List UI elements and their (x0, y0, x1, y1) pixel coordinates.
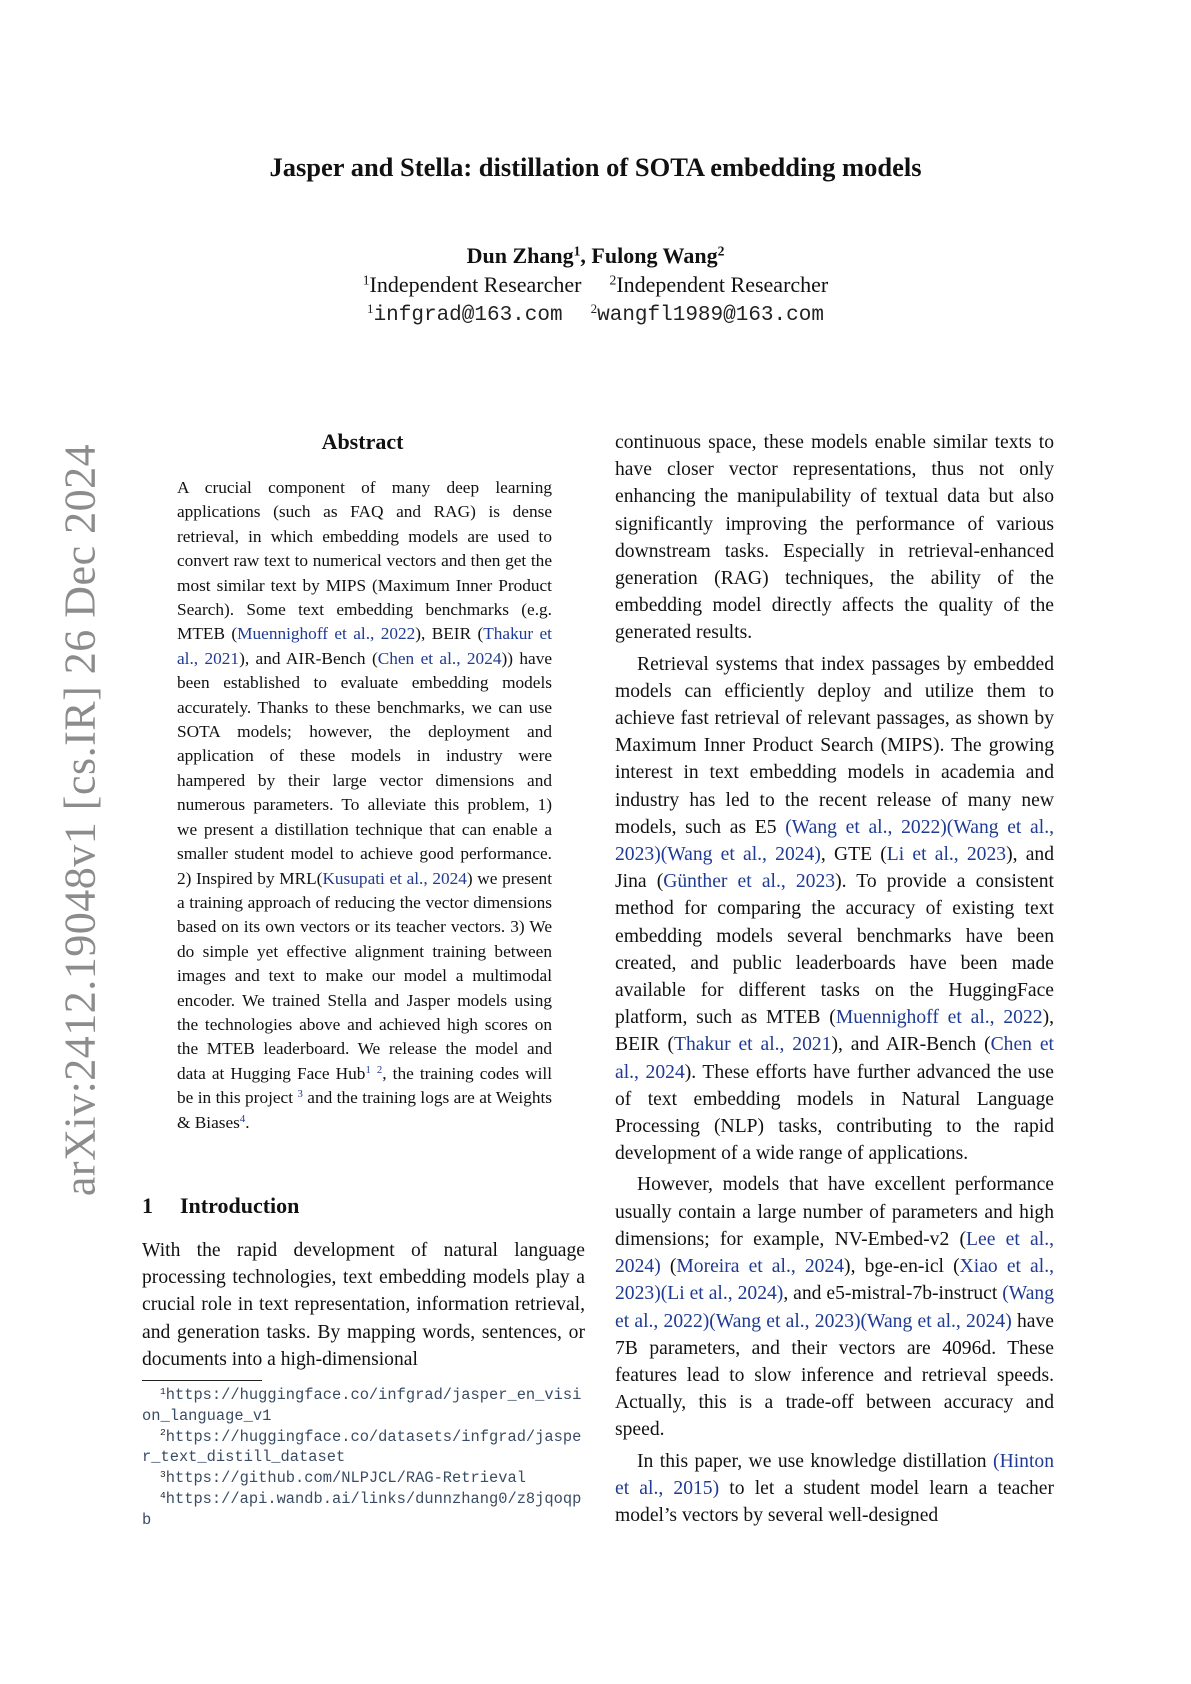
intro-paragraph: With the rapid development of natural language processing technologies, text embedding models play a crucial role in text representation, information retrieval, and generation tasks. By mapping words, sentences, or documents into a high-dimensional (142, 1240, 585, 1370)
body-text-run: ( (660, 1256, 677, 1278)
citation-link[interactable]: (Wang et al., 2022)(Wang et al., 2023)(Wang et al., 2024) (615, 1283, 1054, 1332)
footnote-mark: 1 (160, 1385, 166, 1397)
footnote-link[interactable]: 1 (365, 1063, 371, 1076)
footnotes (142, 1385, 585, 1531)
footnote (142, 1489, 585, 1531)
footnote-url-link[interactable]: https://huggingface.co/infgrad/jasper_en_vision_language_v1 (142, 1386, 582, 1425)
body-text-run: ), and AIR-Bench ( (831, 1034, 991, 1056)
affiliation-mark: 1 (362, 272, 370, 288)
abstract-text-run: and the training logs are at Weights & Biases (177, 1088, 552, 1132)
footnote (142, 1468, 585, 1489)
body-text-run: , GTE ( (820, 844, 887, 866)
abstract-text-run: ), BEIR ( (415, 624, 484, 644)
citation-link[interactable]: Günther et al., 2023 (663, 871, 836, 893)
author-name: Fulong Wang (591, 243, 718, 268)
email-mark: 1 (367, 300, 374, 316)
affiliation-text: Independent Researcher (616, 272, 829, 297)
citation-link[interactable]: Chen et al., 2024 (377, 648, 502, 668)
body-paragraph: continuous space, these models enable similar texts to have closer vector representations, thus not only enhancing the manipulability of textual data but also significantly improving the performance of various downstream tasks. Especially in retrieval-enhanced generation (RAG) techniques, the ability of the embedding model directly affects the quality of the generated results. (615, 432, 1054, 644)
section-number: 1 (142, 1193, 153, 1218)
affiliation-list (0, 272, 1191, 298)
body-text-run: ), and Jina ( (615, 844, 1054, 893)
body-text-run: However, models that have excellent performance usually contain a large number of parameters and high dimensions; for example, NV-Embed-v2 ( (615, 1174, 1054, 1250)
affiliation-mark: 2 (609, 272, 617, 288)
abstract-text-run: , the training codes will be in this project (177, 1063, 553, 1108)
author-list (0, 243, 1191, 269)
footnote-url-link[interactable]: https://api.wandb.ai/links/dunnzhang0/z8jqoqpb (142, 1489, 582, 1529)
body-text-run: ), bge-en-icl ( (844, 1256, 960, 1278)
footnote-url-link[interactable]: https://github.com/NLPJCL/RAG-Retrieval (165, 1469, 526, 1488)
body-text-run: , and e5-mistral-7b-instruct (783, 1283, 1003, 1305)
citation-link[interactable]: Muennighoff et al., 2022 (237, 624, 416, 644)
affiliation-mark: 1 (573, 243, 581, 259)
author-name: Dun Zhang (466, 243, 574, 268)
affiliation-text: Independent Researcher (369, 272, 582, 297)
email-address[interactable]: wangfl1989@163.com (597, 304, 824, 327)
right-column (615, 429, 1054, 1533)
abstract-text-run: . (245, 1112, 250, 1132)
arxiv-identifier-stamp: arXiv:2412.19048v1 [cs.IR] 26 Dec 2024 (55, 443, 105, 1197)
section-title: Introduction (180, 1193, 300, 1218)
body-paragraph (615, 1448, 1054, 1530)
body-text-run: Retrieval systems that index passages by embedded models can efficiently deploy and utilize them to achieve fast retrieval of relevant passages, as shown by Maximum Inner Product Search (MIPS). The growing interest in text embedding models in academia and industry has led to the recent release of many new models, such as E5 (615, 653, 1054, 838)
citation-link[interactable]: Thakur et al., 2021 (177, 624, 552, 668)
body-paragraph (615, 651, 1054, 1168)
citation-link[interactable]: Kusupati et al., 2024 (322, 868, 467, 888)
author-separator: , (580, 243, 592, 268)
body-text-run: have 7B parameters, and their vectors are 4096d. These features lead to slow inference and retrieval speeds. Actually, this is a trade-off between accuracy and speed. (615, 1310, 1054, 1441)
abstract-text (177, 476, 552, 1135)
body-paragraph (615, 1171, 1054, 1443)
footnote-link[interactable]: 3 (297, 1088, 303, 1101)
footnote-mark: 3 (160, 1468, 166, 1480)
footnote-link[interactable]: 2 (376, 1063, 383, 1076)
citation-link[interactable]: Li et al., 2023 (886, 844, 1007, 866)
body-text-run: ). To provide a consistent method for comparing the accuracy of existing text embedding models several benchmarks have been created, and public leaderboards have been made available for different tasks on the HuggingFace platform, such as MTEB ( (615, 871, 1054, 1029)
citation-link[interactable]: Chen et al., 2024 (615, 1034, 1054, 1083)
abstract-text-run: A crucial component of many deep learning applications (such as FAQ and RAG) is dense retrieval, in which embedding models are used to convert raw text to numerical vectors and then get the most similar text by MIPS (Maximum Inner Product Search). Some text embedding benchmarks (e.g. MTEB ( (177, 478, 552, 644)
abstract-heading: Abstract (321, 429, 404, 454)
citation-link[interactable]: Lee et al., 2024) (615, 1228, 1054, 1278)
email-list (0, 301, 1191, 327)
paper-title: Jasper and Stella: distillation of SOTA embedding models (269, 152, 922, 182)
citation-link[interactable]: Xiao et al., 2023)(Li et al., 2024) (615, 1256, 1054, 1305)
footnote-link[interactable]: 4 (239, 1112, 246, 1125)
body-text-run: to let a student model learn a teacher model’s vectors by several well-designed (615, 1477, 1054, 1526)
affiliation-mark: 2 (717, 243, 725, 259)
footnote (142, 1427, 585, 1469)
abstract-text-run: ) we present a training approach of reducing the vector dimensions based on its own vectors or its teacher vectors. 3) We do simple yet effective alignment training between images and text to make our model a multimodal encoder. We trained Stella and Jasper models using the technologies above and achieved high scores on the MTEB leaderboard. We release the model and data at Hugging Face Hub (177, 868, 552, 1083)
citation-link[interactable]: (Wang et al., 2022)(Wang et al., 2023)(Wang et al., 2024) (615, 816, 1054, 866)
section-heading-introduction (142, 1193, 299, 1219)
citation-link[interactable]: (Hinton et al., 2015) (615, 1450, 1054, 1499)
footnote-url-link[interactable]: https://huggingface.co/datasets/infgrad/jasper_text_distill_dataset (142, 1427, 582, 1467)
citation-link[interactable]: Thakur et al., 2021 (674, 1034, 832, 1056)
footnote (142, 1385, 585, 1427)
body-text-run: ). These efforts have further advanced the use of text embedding models in Natural Language Processing (NLP) tasks, contributing to the rapid development of a wide range of applications. (615, 1061, 1054, 1165)
email-address[interactable]: infgrad@163.com (373, 304, 563, 327)
body-text-run: ), BEIR ( (615, 1007, 1054, 1056)
citation-link[interactable]: Moreira et al., 2024 (676, 1256, 845, 1278)
citation-link[interactable]: Muennighoff et al., 2022 (835, 1007, 1043, 1029)
footnote-mark: 2 (160, 1427, 166, 1439)
footnote-mark: 4 (160, 1489, 166, 1501)
abstract-text-run: ), and AIR-Bench ( (239, 648, 378, 668)
footnote-divider (142, 1380, 262, 1381)
email-mark: 2 (590, 300, 598, 316)
abstract-text-run: )) have been established to evaluate embedding models accurately. Thanks to these benchmarks, we can use SOTA models; however, the deployment and application of these models in industry were hampered by their large vector dimensions and numerous parameters. To alleviate this problem, 1) we present a distillation technique that can enable a smaller student model to achieve good performance. 2) Inspired by MRL( (177, 648, 552, 888)
body-text-run: In this paper, we use knowledge distillation (637, 1450, 994, 1472)
